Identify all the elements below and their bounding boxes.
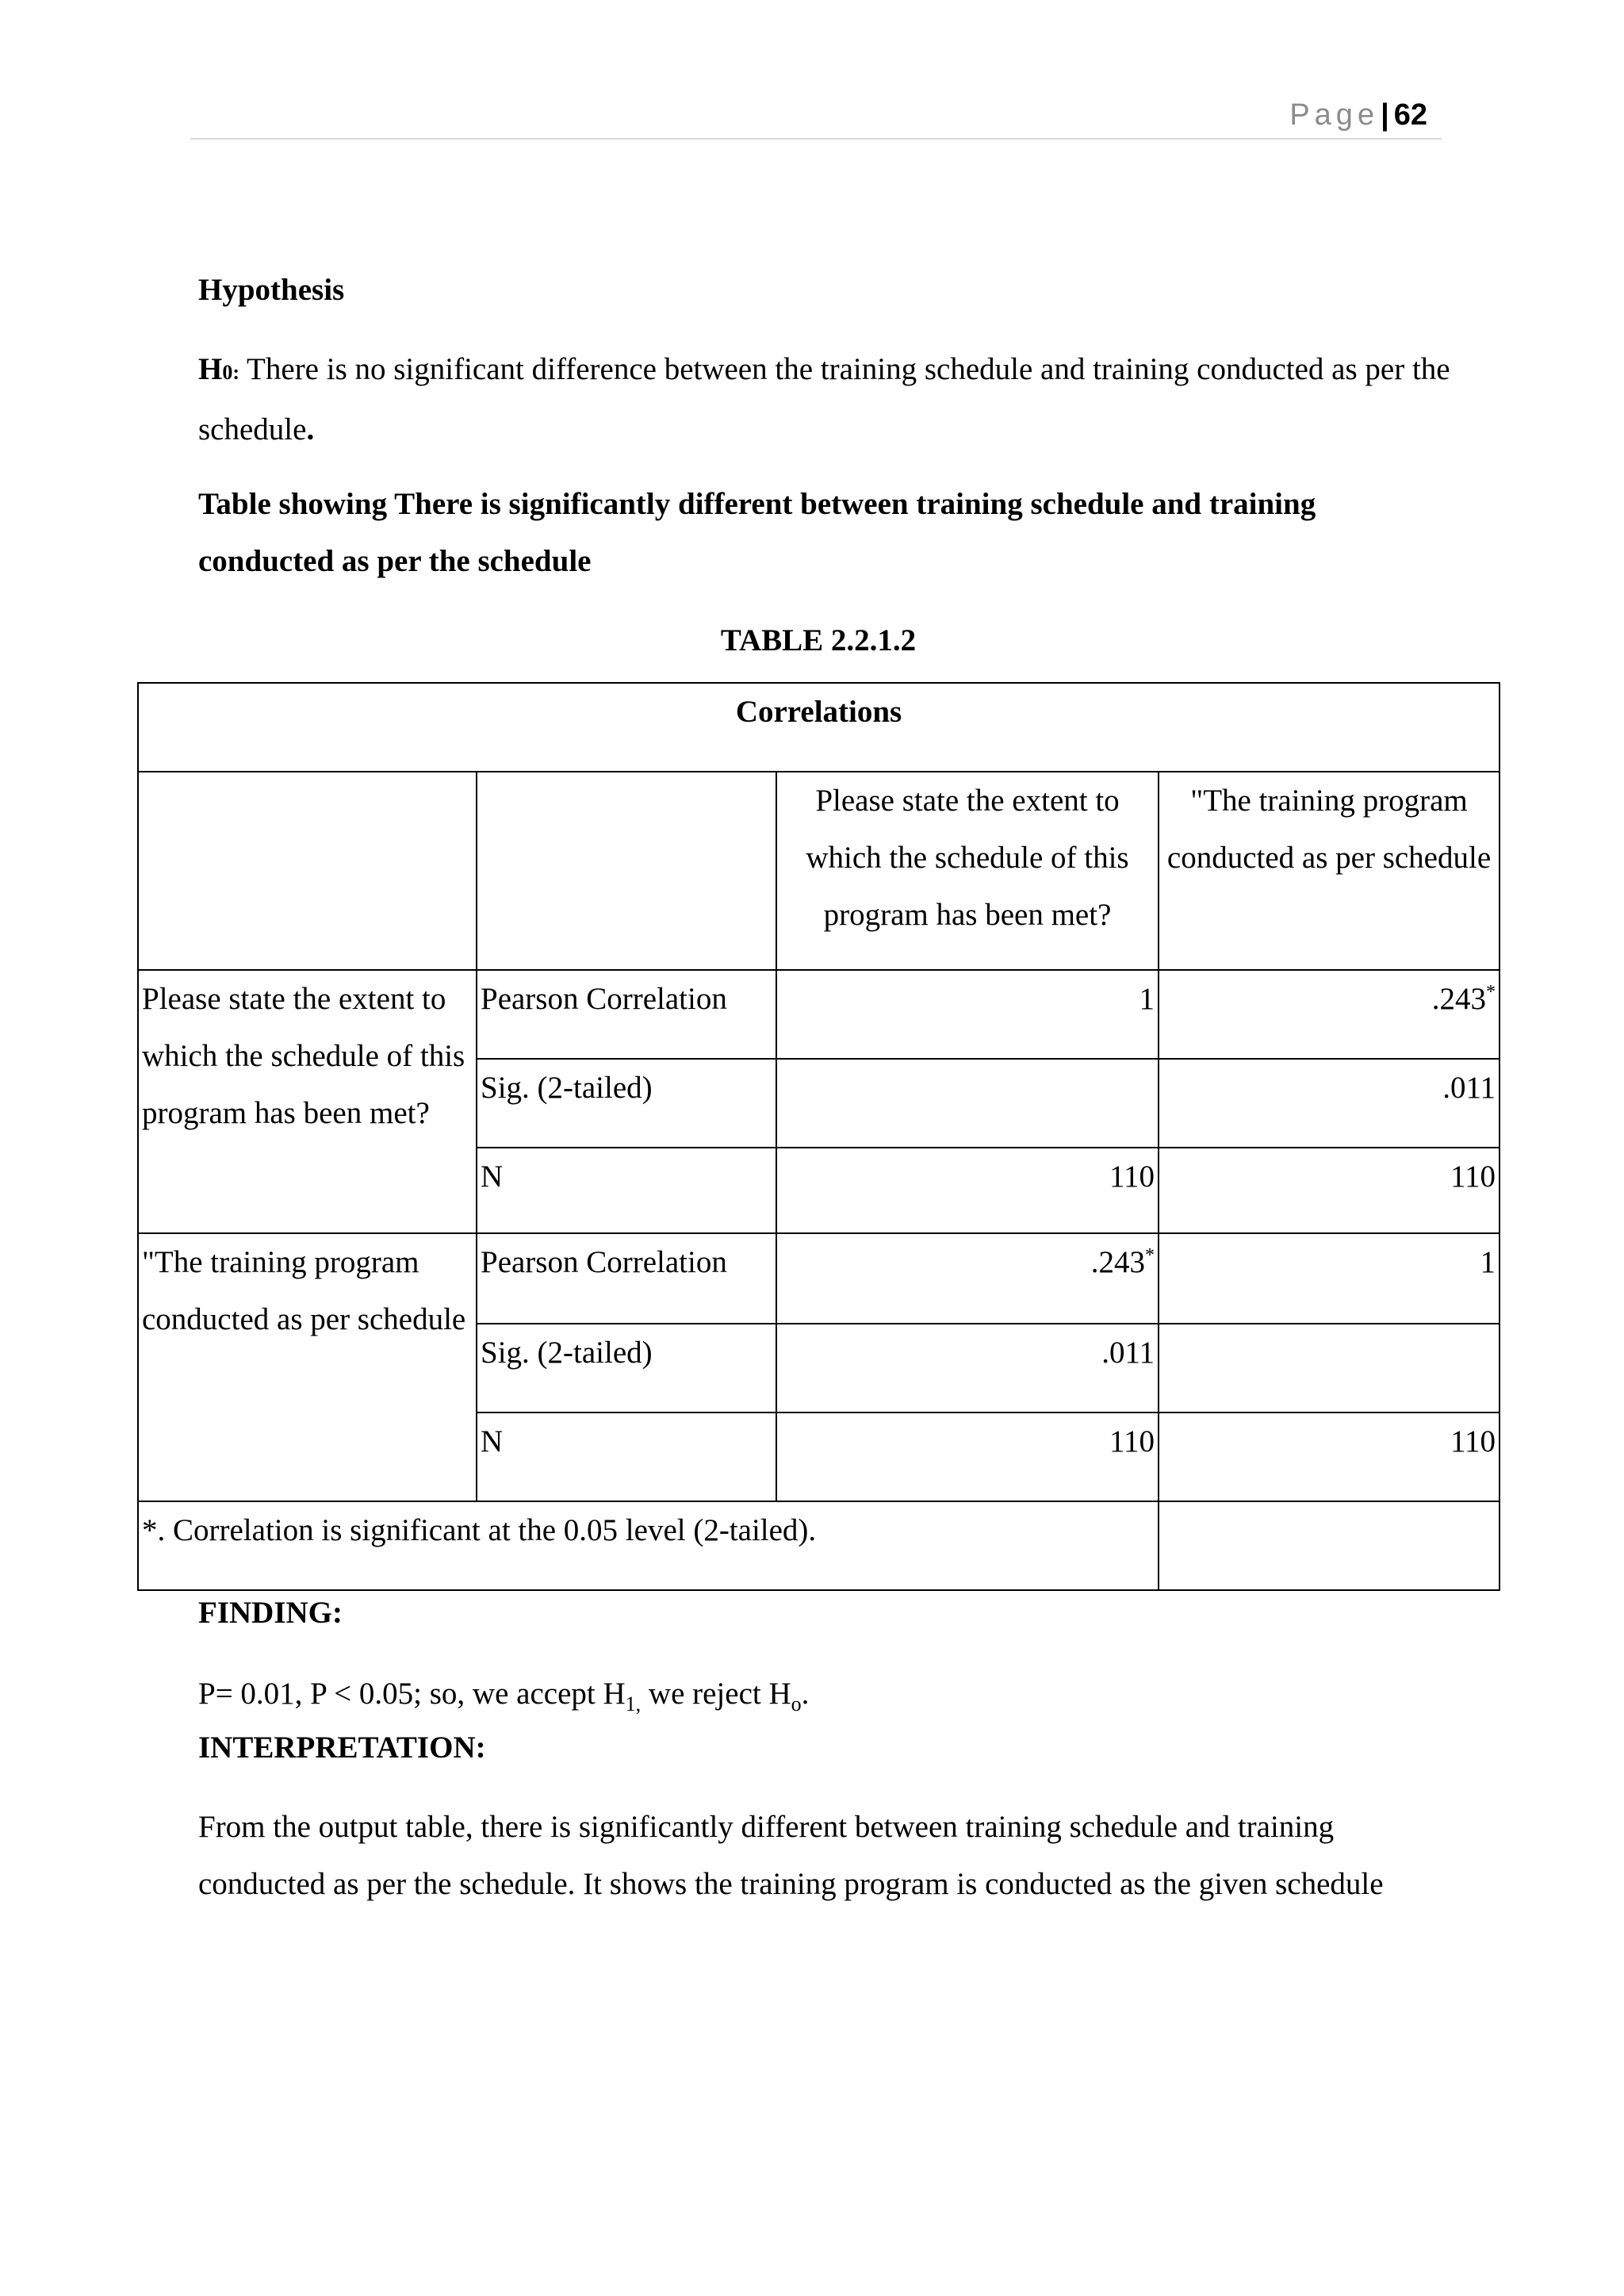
row-group-conducted-per-schedule: "The training program conducted as per schedule (138, 1233, 477, 1501)
cell-value: 110 (776, 1148, 1159, 1233)
page-number-value: 62 (1393, 98, 1427, 132)
h0-end: . (306, 412, 315, 447)
stat-label: Pearson Correlation (477, 970, 776, 1059)
table-header-row (138, 772, 1500, 970)
header-empty-cell (477, 772, 776, 970)
stat-label: N (477, 1412, 776, 1501)
table-caption: Table showing There is significantly different between training schedule and training conducted as per the schedule (198, 487, 1316, 578)
column-header-conducted-per-schedule: "The training program conducted as per schedule (1159, 772, 1500, 970)
column-header-schedule-met: Please state the extent to which the schedule of this program has been met? (776, 772, 1159, 970)
cell-value: 1 (1159, 1233, 1500, 1324)
h1-subscript: 1, (625, 1692, 642, 1715)
significance-marker: * (1486, 982, 1496, 1002)
finding-heading: FINDING: (198, 1596, 343, 1630)
hypothesis-heading: Hypothesis (198, 273, 345, 307)
stat-label: Sig. (2-tailed) (477, 1059, 776, 1148)
table-row (138, 1233, 1500, 1324)
cell-value: .011 (1159, 1059, 1500, 1148)
cell-value: 1 (776, 970, 1159, 1059)
h0-subscript: 0: (222, 361, 240, 384)
footnote-empty-cell (1159, 1501, 1500, 1590)
table-title-row (138, 683, 1500, 772)
table-title: Correlations (138, 683, 1500, 772)
ho-subscript: o (791, 1692, 802, 1715)
h0-text: There is no significant difference between the training schedule and training conducted as per the schedule (198, 352, 1450, 447)
page-word: Page (1289, 98, 1380, 132)
correlations-table (137, 682, 1500, 1591)
significance-marker: * (1145, 1245, 1155, 1266)
page-number (1289, 98, 1427, 132)
cell-value: .243* (776, 1233, 1159, 1324)
cell-value: .243* (1159, 970, 1500, 1059)
interpretation-heading: INTERPRETATION: (198, 1731, 486, 1765)
null-hypothesis-statement (198, 341, 1451, 458)
page-header (190, 94, 1442, 140)
table-footnote: *. Correlation is significant at the 0.05 level (2-tailed). (138, 1501, 1159, 1590)
cell-value: 110 (776, 1412, 1159, 1501)
cell-value (776, 1059, 1159, 1148)
cell-value (1159, 1324, 1500, 1412)
finding-text: P= 0.01, P < 0.05; so, we accept $H_{1,}$ we reject $H_o$. (198, 1677, 810, 1715)
interpretation-text: From the output table, there is significantly different between training schedule and training conducted as per the schedule. It shows the training program is conducted as the given schedule (198, 1810, 1384, 1901)
page-separator: | (1381, 98, 1389, 132)
header-empty-cell (138, 772, 477, 970)
cell-value: 110 (1159, 1148, 1500, 1233)
table-row (138, 970, 1500, 1059)
h0-label: H (198, 352, 223, 386)
stat-label: Pearson Correlation (477, 1233, 776, 1324)
cell-value: 110 (1159, 1412, 1500, 1501)
table-footnote-row (138, 1501, 1500, 1590)
cell-value: .011 (776, 1324, 1159, 1412)
row-group-schedule-met: Please state the extent to which the schedule of this program has been met? (138, 970, 477, 1233)
stat-label: Sig. (2-tailed) (477, 1324, 776, 1412)
stat-label: N (477, 1148, 776, 1233)
table-number: TABLE 2.2.1.2 (720, 623, 917, 657)
